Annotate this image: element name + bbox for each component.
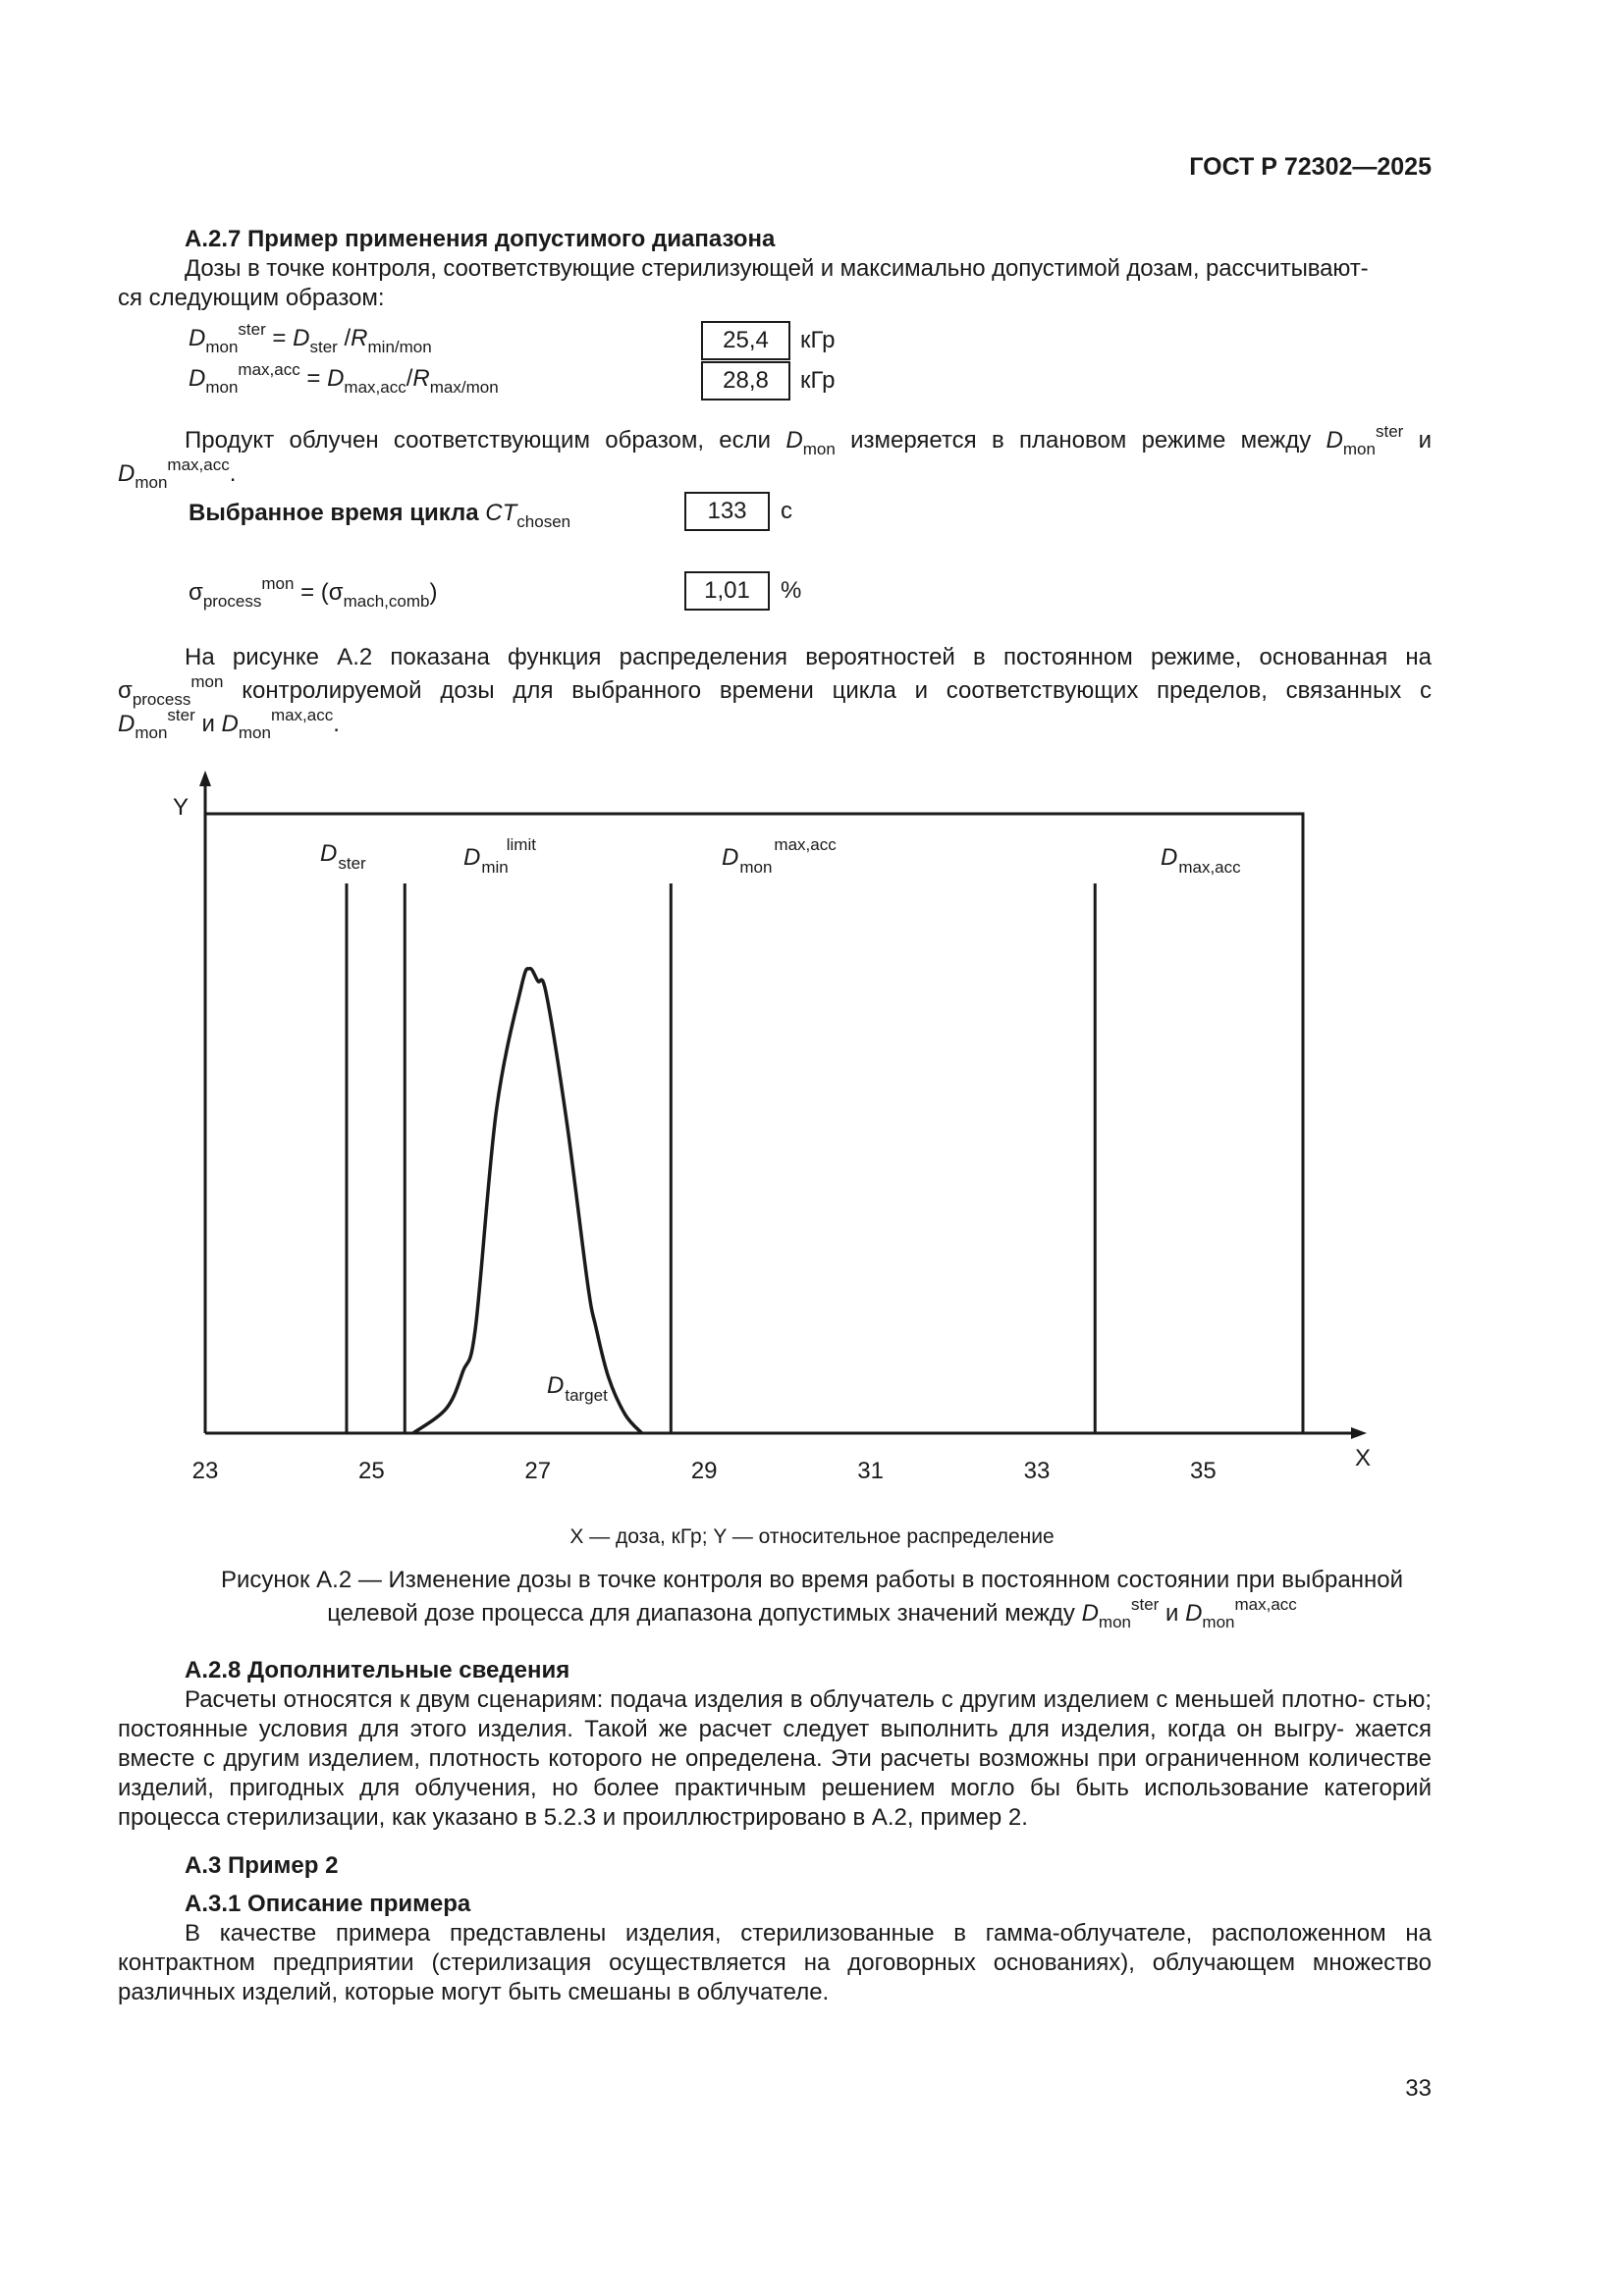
- formula2-unit: кГр: [800, 367, 836, 394]
- x-axis-letter: X: [1355, 1445, 1372, 1471]
- page-number: 33: [1405, 2075, 1432, 2102]
- section-heading-a27: А.2.7 Пример применения допустимого диапазона: [185, 226, 776, 252]
- figure-caption: Рисунок А.2 — Изменение дозы в точке контроля во время работы в постоянном состоянии при выбранной целевой дозе процесса для диапазона допустимых значений между $D_{mon}^{ster}$ и $D_{mon}^{max,acc}$: [137, 1566, 1487, 1629]
- figure-desc-line-1: На рисунке А.2 показана функция распределения вероятностей в постоянном режиме, основанная на: [185, 644, 1432, 670]
- plot-frame: [205, 814, 1303, 1433]
- vline-label-dmin-limit: $D_{min}limit$: [463, 835, 536, 877]
- formula-dmon-maxacc: $D_{mon}^{max,acc} = D_{max,acc}/R_{max/mon}$: [189, 360, 499, 397]
- x-axis-arrow: [1351, 1427, 1367, 1439]
- section-heading-a28: А.2.8 Дополнительные сведения: [185, 1657, 570, 1683]
- distribution-label-dtarget: $D_{target}$: [547, 1372, 608, 1405]
- figure-caption-line-2: целевой дозе процесса для диапазона допустимых значений между: [327, 1600, 1075, 1627]
- x-tick-label-35: 35: [1190, 1458, 1217, 1484]
- x-tick-label-23: 23: [191, 1458, 219, 1484]
- irradiated-text-b: измеряется в плановом режиме между: [850, 427, 1312, 454]
- cycle-time-value: 133: [684, 492, 770, 531]
- cycle-time-row: Выбранное время цикла $CT_{chosen}$: [189, 500, 571, 531]
- formula1-value: 25,4: [701, 321, 790, 360]
- x-tick-label-25: 25: [358, 1458, 385, 1484]
- irradiated-paragraph: Продукт облучен соответствующим образом, если $D_{mon}$ измеряется в плановом режиме между $D_{mon}^{ster}$ и $D_{mon}^{max,acc}$.: [118, 422, 1433, 492]
- x-tick-label-31: 31: [857, 1458, 884, 1484]
- x-tick-label-29: 29: [690, 1458, 718, 1484]
- irradiated-text-c: и: [1418, 427, 1433, 454]
- sigma-formula: $\sigma_{process}^{mon} = (\sigma_{mach,comb})$: [189, 574, 438, 611]
- formula1-unit: кГр: [800, 327, 836, 353]
- figure-desc-line-2: контролируемой дозы для выбранного времени цикла и соответствующих пределов, связанных с: [242, 677, 1432, 704]
- section-a31-paragraph: В качестве примера представлены изделия, стерилизованные в гамма-облучателе, расположенном на контрактном предприятии (стерилизация осуществляется на договорных основаниях), облучающем множество различных изделий, которые могут быть смешаны в облучателе.: [118, 1920, 1432, 2005]
- figure-description-paragraph: На рисунке А.2 показана функция распределения вероятностей в постоянном режиме, основанная на $\sigma_{process}^{mon}$ контролируемой дозы для выбранного времени цикла и соответствующих пределов, связанных с $D_{mon}^{ster}$ и $D_{mon}^{max,acc}$.: [118, 644, 1432, 742]
- section-heading-a31: А.3.1 Описание примера: [185, 1891, 471, 1917]
- formula2-value: 28,8: [701, 361, 790, 400]
- irradiated-text-a: Продукт облучен соответствующим образом, если: [185, 427, 772, 454]
- vline-label-dster: $D_{ster}$: [320, 840, 366, 873]
- section-heading-a3: А.3 Пример 2: [185, 1852, 339, 1879]
- sigma-unit: %: [781, 577, 802, 604]
- vline-label-dmon-maxacc: $D_{mon}^{max,acc}$: [722, 835, 837, 877]
- distribution-curve: [413, 969, 642, 1433]
- cycle-time-unit: с: [781, 498, 792, 524]
- figure-caption-and: и: [1165, 1600, 1179, 1627]
- y-axis-letter: Y: [173, 794, 189, 821]
- y-axis-arrow: [199, 771, 211, 786]
- figure-desc-and: и: [201, 711, 215, 737]
- cycle-time-label: Выбранное время цикла: [189, 500, 479, 526]
- formula-dmon-ster: $D_{mon}^{ster} = D_{ster}$ $/R_{min/mon}$: [189, 320, 432, 356]
- sigma-value: 1,01: [684, 571, 770, 611]
- vline-label-dmax-acc: $D_{max,acc}$: [1161, 844, 1241, 877]
- section-a28-paragraph: Расчеты относятся к двум сценариям: подача изделия в облучатель с другим изделием с меньшей плотно- стью; постоянные условия для этого изделия. Такой же расчет следует выполнить для изделия, когда он выгру- жается вместе с другим изделием, плотность которого не определена. Эти расчеты возможны при ограниченном количестве изделий, пригодных для облучения, но более практичным решением могло бы быть использование категорий процесса стерилизации, как указано в 5.2.3 и проиллюстрировано в А.2, пример 2.: [118, 1686, 1432, 1831]
- x-tick-label-33: 33: [1023, 1458, 1051, 1484]
- intro-line-2: ся следующим образом:: [118, 285, 385, 311]
- figure-axis-legend: X — доза, кГр; Y — относительное распределение: [569, 1525, 1055, 1548]
- document-header: ГОСТ Р 72302—2025: [1189, 153, 1432, 181]
- x-tick-label-27: 27: [524, 1458, 552, 1484]
- intro-line-1: Дозы в точке контроля, соответствующие стерилизующей и максимально допустимой дозам, рассчитывают-: [185, 255, 1369, 282]
- figure-caption-line-1: Рисунок А.2 — Изменение дозы в точке контроля во время работы в постоянном состоянии при выбранной: [220, 1567, 1404, 1593]
